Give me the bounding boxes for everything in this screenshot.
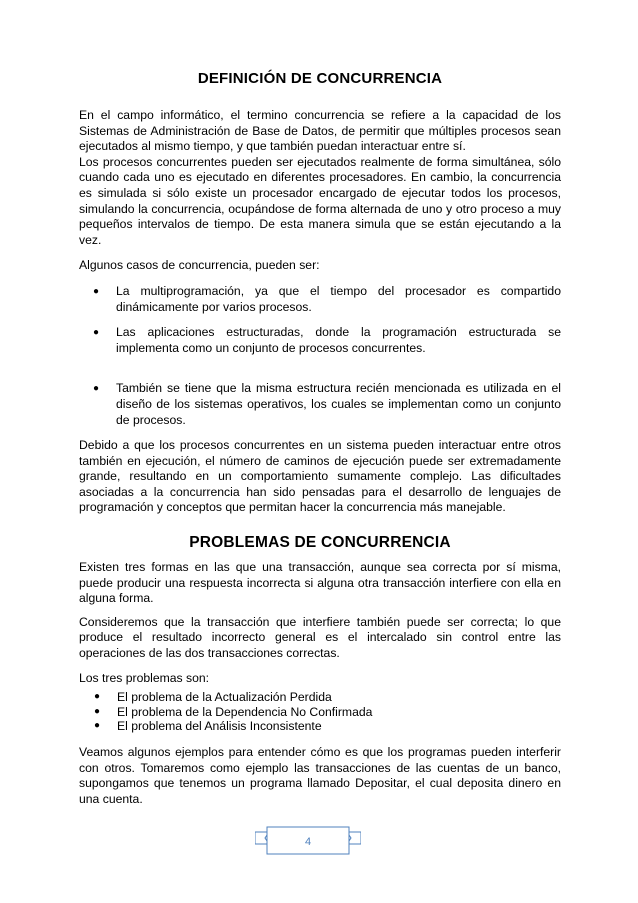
paragraph-three-forms: Existen tres formas en las que una transacción, aunque sea correcta por sí misma, puede producir una respuesta incorrecta si alguna otra transacción interfiere con ella en alguna forma. xyxy=(79,560,561,606)
title-problemas: PROBLEMAS DE CONCURRENCIA xyxy=(189,534,451,552)
bullet-icon: ● xyxy=(93,383,100,395)
paragraph-examples: Veamos algunos ejemplos para entender cómo es que los programas pueden interferir con otros. Tomaremos como ejemplo las transacciones de las cuentas de un banco, supongamos que tenemos un programa llamado Depositar, el cual deposita dinero en una cuenta. xyxy=(79,745,561,806)
page-number: 4 xyxy=(304,836,312,848)
list-item-text: El problema de la Dependencia No Confirmada xyxy=(117,704,373,719)
cases-list xyxy=(79,284,561,428)
list-item xyxy=(79,690,561,705)
paragraph-cases-intro: Algunos casos de concurrencia, pueden ser: xyxy=(79,258,320,273)
list-item xyxy=(79,284,561,315)
bullet-icon: ● xyxy=(93,285,100,297)
page-content xyxy=(79,70,561,807)
list-item-text: El problema de la Actualización Perdida xyxy=(117,690,332,705)
list-item xyxy=(79,705,561,720)
problems-list xyxy=(79,690,561,734)
bullet-icon: ● xyxy=(94,691,101,703)
paragraph-problems-intro: Los tres problemas son: xyxy=(79,670,210,685)
list-item-text: El problema del Análisis Inconsistente xyxy=(117,719,322,734)
paragraph-intro: En el campo informático, el termino concurrencia se refiere a la capacidad de los Sistemas de Administración de Base de Datos, de permitir que múltiples procesos sean ejecutados al mismo tiempo, y que también puedan interactuar entre sí. xyxy=(79,108,561,154)
list-item-text: La multiprogramación, ya que el tiempo del procesador es compartido dinámicamente por varios procesos. xyxy=(116,283,561,314)
list-item xyxy=(79,381,561,428)
list-item xyxy=(79,719,561,734)
bullet-icon: ● xyxy=(94,720,101,732)
bullet-icon: ● xyxy=(93,327,100,339)
paragraph-simultaneous: Los procesos concurrentes pueden ser ejecutados realmente de forma simultánea, sólo cuando cada uno es ejecutado en diferentes procesadores. En cambio, la concurrencia es simulada si sólo existe un procesador encargado de ejecutar todos los procesos, simulando la concurrencia, ocupándose de forma alternada de uno y otro proceso a muy pequeños intervalos de tiempo. De esta manera simula que se están ejecutando a la vez. xyxy=(79,154,561,247)
list-item-text: También se tiene que la misma estructura recién mencionada es utilizada en el diseño de los sistemas operativos, los cuales se implementan como un conjunto de procesos. xyxy=(116,381,561,427)
list-item-text: Las aplicaciones estructuradas, donde la programación estructurada se implementa como un conjunto de procesos concurrentes. xyxy=(116,325,561,355)
list-item xyxy=(79,325,561,356)
paragraph-interference: Consideremos que la transacción que interfiere también puede ser correcta; lo que produce el resultado incorrecto general es el intercalado sin control entre las operaciones de las dos transacciones correctas. xyxy=(79,614,561,661)
page-footer xyxy=(255,826,361,856)
bullet-icon: ● xyxy=(94,705,101,717)
paragraph-complexity: Debido a que los procesos concurrentes en un sistema pueden interactuar entre otros también en ejecución, el número de caminos de ejecución puede ser extremadamente grande, resultando en un comportamiento sumamente complejo. Las dificultades asociadas a la concurrencia han sido pensadas para el desarrollo de lenguajes de programación y conceptos que permitan hacer la concurrencia más manejable. xyxy=(79,438,561,515)
title-definicion: DEFINICIÓN DE CONCURRENCIA xyxy=(197,70,443,87)
